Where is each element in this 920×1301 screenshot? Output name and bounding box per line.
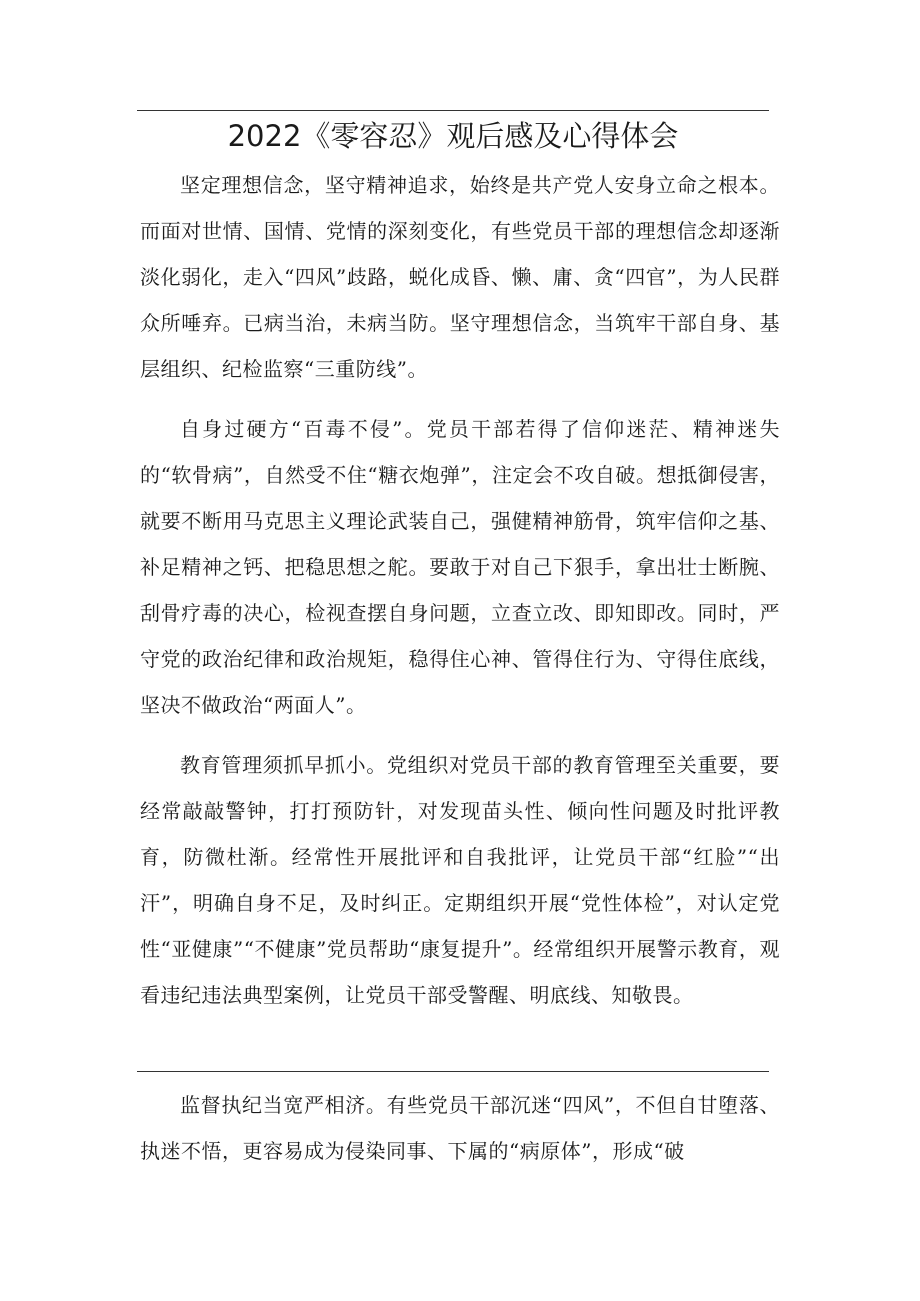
paragraph-2: 自身过硬方“百毒不侵”。党员干部若得了信仰迷茫、精神迷失的“软骨病”，自然受不住“糖衣炮弹”，注定会不攻自破。想抵御侵害，就要不断用马克思主义理论武装自己，强健精神筋骨，筑牢信仰之基、补足精神之钙、把稳思想之舵。要敢于对自己下狠手，拿出壮士断腕、刮骨疗毒的决心，检视查摆自身问题，立查立改、即知即改。同时，严守党的政治纪律和政治规矩，稳得住心神、管得住行为、守得住底线，坚决不做政治“两面人”。 (140, 417, 780, 717)
paragraph-1: 坚定理想信念，坚守精神追求，始终是共产党人安身立命之根本。而面对世情、国情、党情的深刻变化，有些党员干部的理想信念却逐渐淡化弱化，走入“四风”歧路，蜕化成昏、懒、庸、贪“四官”，为人民群众所唾弃。已病当治，未病当防。坚守理想信念，当筑牢干部自身、基层组织、纪检监察“三重防线”。 (140, 173, 780, 381)
document-title: 2022《零容忍》观后感及心得体会 (227, 119, 679, 153)
top-rule (137, 110, 769, 111)
paragraph-3: 教育管理须抓早抓小。党组织对党员干部的教育管理至关重要，要经常敲敲警钟，打打预防针，对发现苗头性、倾向性问题及时批评教育，防微杜渐。经常性开展批评和自我批评，让党员干部“红脸”“出汗”，明确自身不足，及时纠正。定期组织开展“党性体检”，对认定党性“亚健康”“不健康”党员帮助“康复提升”。经常组织开展警示教育，观看违纪违法典型案例，让党员干部受警醒、明底线、知敬畏。 (140, 753, 780, 1007)
page-break-rule (137, 1071, 769, 1072)
paragraph-4: 监督执纪当宽严相济。有些党员干部沉迷“四风”，不但自甘堕落、执迷不悟，更容易成为侵染同事、下属的“病原体”，形成“破 (140, 1093, 780, 1163)
